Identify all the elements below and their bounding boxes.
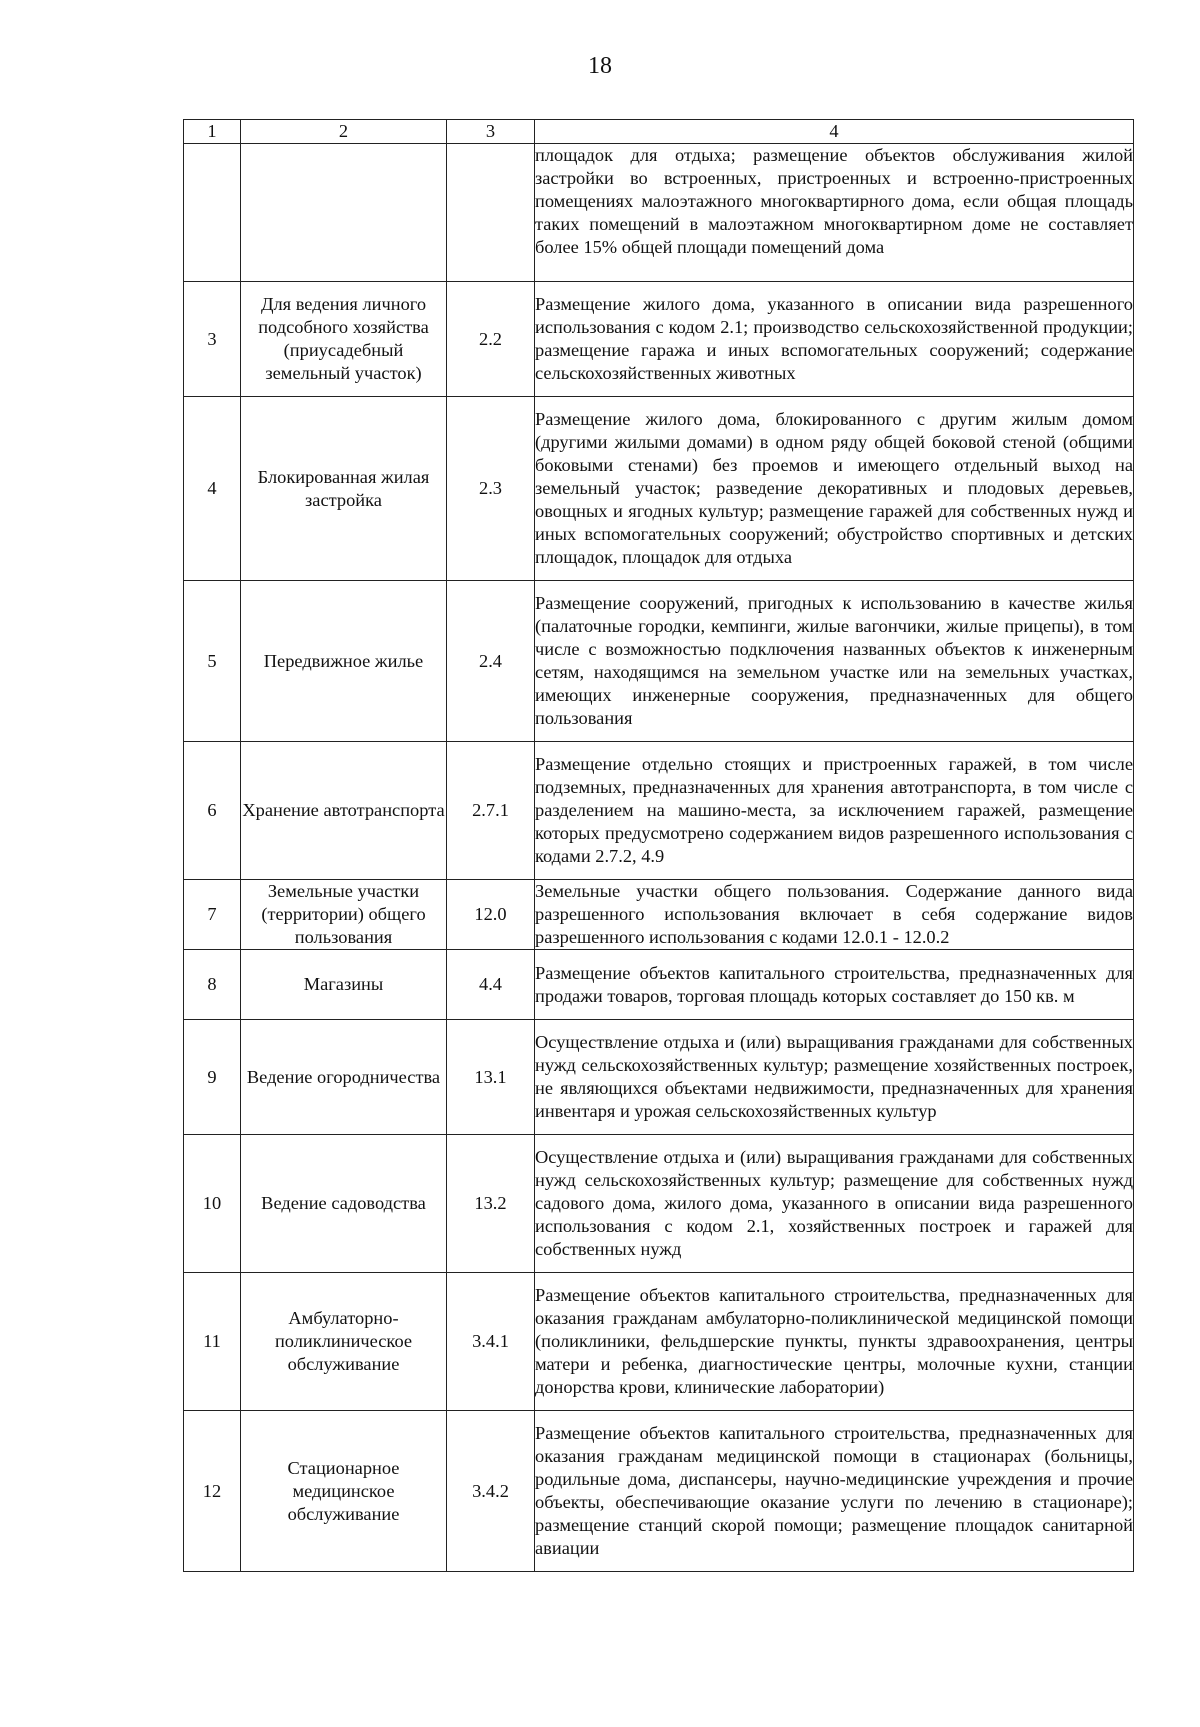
table-row [184, 950, 1134, 1020]
row-number: 7 [184, 880, 241, 950]
use-type-description: Размещение отдельно стоящих и пристроенных гаражей, в том числе подземных, предназначенных для хранения автотранспорта, в том числе с разделением на машино-места, за исключением гаражей, размещение которых предусмотрено содержанием видов разрешенного использования с кодами 2.7.2, 4.9 [535, 742, 1134, 880]
use-type-description: Размещение сооружений, пригодных к использованию в качестве жилья (палаточные городки, кемпинги, жилые вагончики, жилые прицепы), в том числе с возможностью подключения названных объектов к инженерным сетям, находящимся на земельном участке или на земельных участках, имеющих инженерные сооружения, предназначенных для общего пользования [535, 581, 1134, 742]
use-type-code: 3.4.1 [447, 1273, 535, 1411]
row-number: 8 [184, 950, 241, 1020]
table-row [184, 144, 1134, 282]
row-number: 9 [184, 1020, 241, 1135]
table-row [184, 1135, 1134, 1273]
row-number: 12 [184, 1411, 241, 1572]
use-type-code: 13.1 [447, 1020, 535, 1135]
use-type-code: 4.4 [447, 950, 535, 1020]
row-number: 4 [184, 397, 241, 581]
table-row [184, 880, 1134, 950]
use-type-name: Земельные участки (территории) общего пользования [241, 880, 447, 950]
header-col-3: 3 [447, 120, 535, 144]
use-type-description: Размещение объектов капитального строительства, предназначенных для оказания гражданам амбулаторно-поликлинической медицинской помощи (поликлиники, фельдшерские пункты, пункты здравоохранения, центры матери и ребенка, диагностические центры, молочные кухни, станции донорства крови, клинические лаборатории) [535, 1273, 1134, 1411]
use-type-code: 12.0 [447, 880, 535, 950]
use-type-code: 2.2 [447, 282, 535, 397]
use-type-name: Для ведения личного подсобного хозяйства (приусадебный земельный участок) [241, 282, 447, 397]
use-type-name: Передвижное жилье [241, 581, 447, 742]
row-number: 10 [184, 1135, 241, 1273]
table-row [184, 397, 1134, 581]
land-use-table [183, 119, 1134, 1572]
table-row [184, 282, 1134, 397]
use-type-name: Стационарное медицинское обслуживание [241, 1411, 447, 1572]
use-type-code: 3.4.2 [447, 1411, 535, 1572]
table-row [184, 742, 1134, 880]
table-row [184, 1411, 1134, 1572]
use-type-name: Магазины [241, 950, 447, 1020]
header-col-1: 1 [184, 120, 241, 144]
row-number: 11 [184, 1273, 241, 1411]
row-number [184, 144, 241, 282]
table-header-row [184, 120, 1134, 144]
use-type-code [447, 144, 535, 282]
header-col-2: 2 [241, 120, 447, 144]
page-number: 18 [588, 53, 612, 79]
use-type-code: 2.4 [447, 581, 535, 742]
use-type-name: Хранение автотранспорта [241, 742, 447, 880]
table-row [184, 1020, 1134, 1135]
use-type-description: Осуществление отдыха и (или) выращивания гражданами для собственных нужд сельскохозяйственных культур; размещение для собственных нужд садового дома, жилого дома, указанного в описании вида разрешенного использования с кодом 2.1, хозяйственных построек и гаражей для собственных нужд [535, 1135, 1134, 1273]
use-type-code: 2.7.1 [447, 742, 535, 880]
use-type-description: Осуществление отдыха и (или) выращивания гражданами для собственных нужд сельскохозяйственных культур; размещение хозяйственных построек, не являющихся объектами недвижимости, предназначенных для хранения инвентаря и урожая сельскохозяйственных культур [535, 1020, 1134, 1135]
row-number: 3 [184, 282, 241, 397]
use-type-name: Блокированная жилая застройка [241, 397, 447, 581]
use-type-description: Размещение жилого дома, указанного в описании вида разрешенного использования с кодом 2.1; производство сельскохозяйственной продукции; размещение гаража и иных вспомогательных сооружений; содержание сельскохозяйственных животных [535, 282, 1134, 397]
use-type-name: Ведение садоводства [241, 1135, 447, 1273]
table-row [184, 1273, 1134, 1411]
use-type-code: 2.3 [447, 397, 535, 581]
use-type-name: Ведение огородничества [241, 1020, 447, 1135]
use-type-description: Размещение объектов капитального строительства, предназначенных для оказания гражданам медицинской помощи в стационарах (больницы, родильные дома, диспансеры, научно-медицинские учреждения и прочие объекты, обеспечивающие оказание услуги по лечению в стационаре); размещение станций скорой помощи; размещение площадок санитарной авиации [535, 1411, 1134, 1572]
use-type-description: площадок для отдыха; размещение объектов обслуживания жилой застройки во встроенных, пристроенных и встроенно-пристроенных помещениях малоэтажного многоквартирного дома, если общая площадь таких помещений в малоэтажном многоквартирном доме не составляет более 15% общей площади помещений дома [535, 144, 1134, 282]
use-type-name: Амбулаторно-поликлиническое обслуживание [241, 1273, 447, 1411]
use-type-description: Размещение жилого дома, блокированного с другим жилым домом (другими жилыми домами) в одном ряду общей боковой стеной (общими боковыми стенами) без проемов и имеющего отдельный выход на земельный участок; разведение декоративных и плодовых деревьев, овощных и ягодных культур; размещение гаражей для собственных нужд и иных вспомогательных сооружений; обустройство спортивных и детских площадок, площадок для отдыха [535, 397, 1134, 581]
use-type-code: 13.2 [447, 1135, 535, 1273]
use-type-description: Размещение объектов капитального строительства, предназначенных для продажи товаров, торговая площадь которых составляет до 150 кв. м [535, 950, 1134, 1020]
row-number: 6 [184, 742, 241, 880]
table-row [184, 581, 1134, 742]
use-type-name [241, 144, 447, 282]
header-col-4: 4 [535, 120, 1134, 144]
row-number: 5 [184, 581, 241, 742]
use-type-description: Земельные участки общего пользования. Содержание данного вида разрешенного использования включает в себя содержание видов разрешенного использования с кодами 12.0.1 - 12.0.2 [535, 880, 1134, 950]
